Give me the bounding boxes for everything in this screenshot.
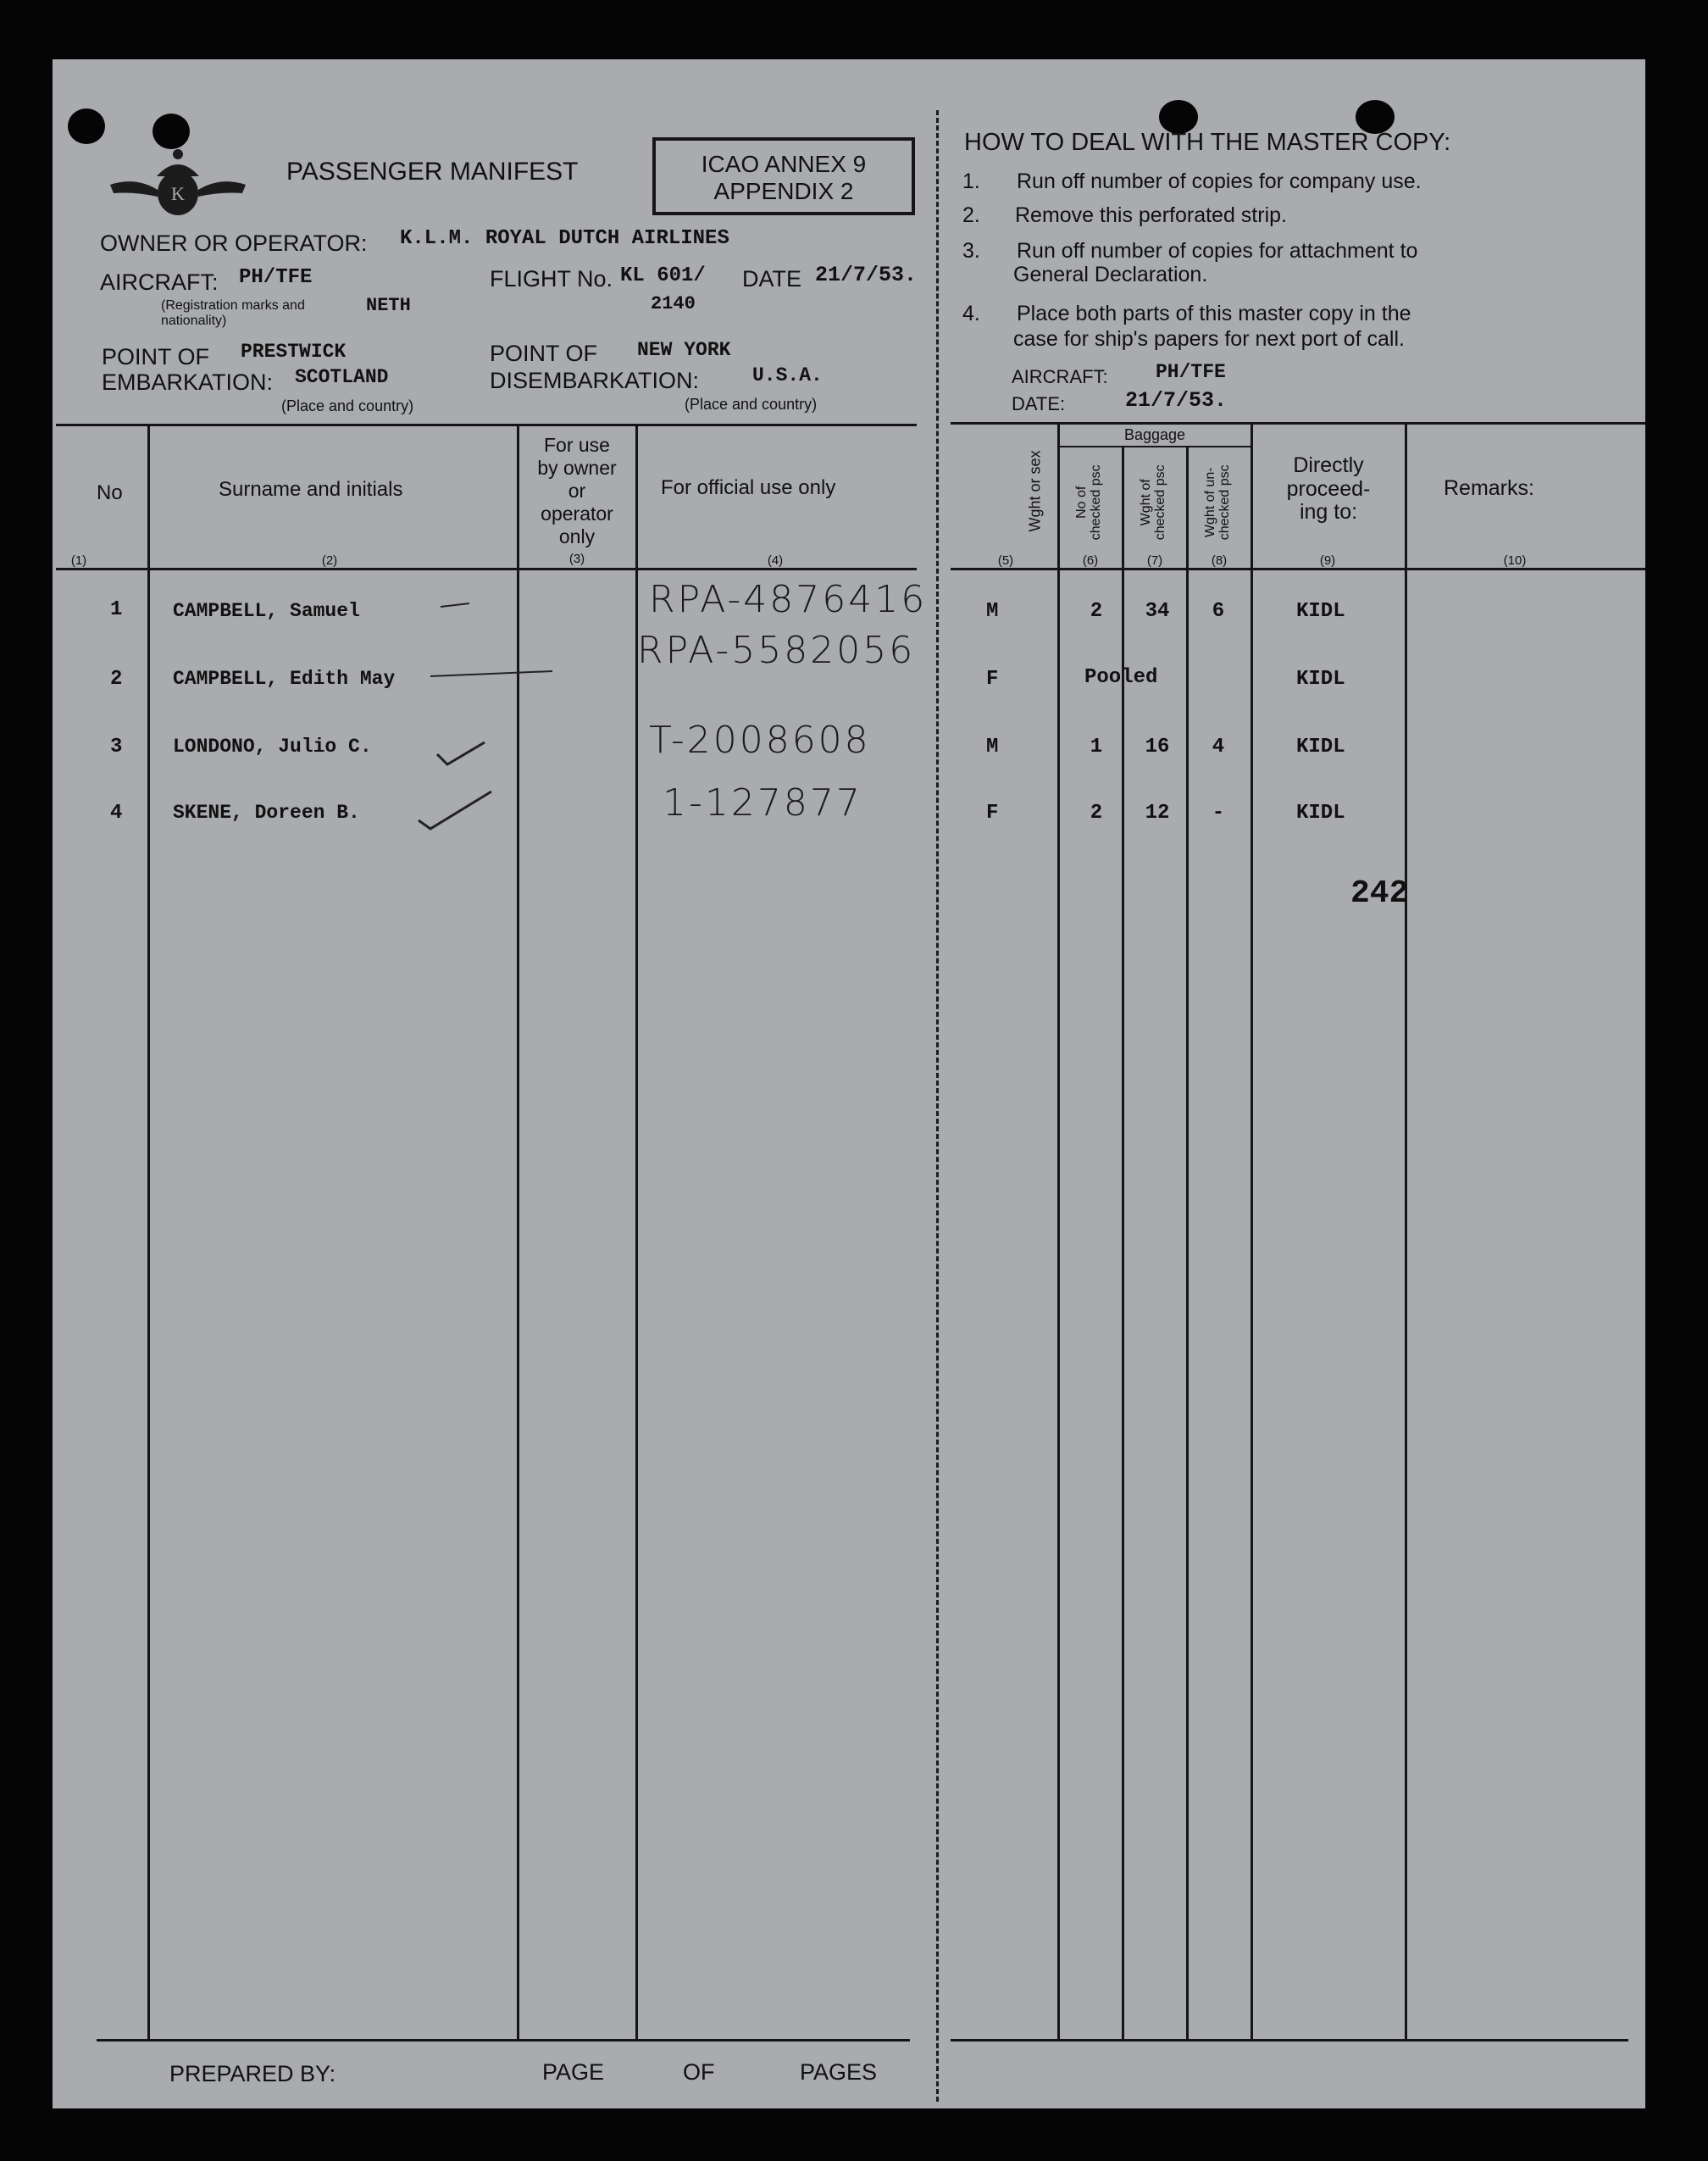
col-num: (2) — [321, 553, 338, 568]
row-name: CAMPBELL, Samuel — [173, 600, 360, 622]
instruction-num: 4. — [962, 302, 980, 325]
col-header-no: No — [97, 481, 123, 504]
row-official: 1-127877 — [663, 781, 862, 825]
col-header-owner-line: operator — [541, 502, 613, 525]
row-dest: KIDL — [1296, 736, 1345, 758]
col-header-surname: Surname and initials — [219, 478, 403, 501]
instruction-num: 2. — [962, 203, 980, 227]
embark-label-1: POINT OF — [102, 344, 210, 369]
instruction-text: Run off number of copies for company use. — [1017, 169, 1422, 193]
instruction-text: case for ship's papers for next port of call. — [1013, 327, 1405, 351]
row-wght: 12 — [1145, 802, 1170, 825]
row-wght: 34 — [1145, 600, 1170, 623]
icao-line-1: ICAO ANNEX 9 — [701, 151, 867, 177]
col-header-owner-line: only — [558, 525, 596, 547]
footer-pages: PAGES — [800, 2059, 878, 2085]
row-wght: Pooled — [1084, 666, 1158, 689]
row-sex: F — [986, 802, 999, 825]
instruction-num: 3. — [962, 239, 980, 263]
col-num: (10) — [1503, 553, 1527, 568]
col-header-wght-checked-l2: checked psc — [1153, 464, 1167, 541]
row-pcs: 1 — [1090, 736, 1103, 758]
footer-rule — [97, 2039, 910, 2042]
disembark-sub: (Place and country) — [685, 396, 818, 413]
row-no: 1 — [110, 598, 123, 621]
instruction-text: Run off number of copies for attachment to — [1017, 239, 1418, 263]
embark-value-2: SCOTLAND — [295, 366, 389, 388]
row-pcs: 2 — [1090, 802, 1103, 825]
row-unchecked: - — [1212, 802, 1225, 825]
flight-label: FLIGHT No. — [490, 266, 613, 292]
col-header-directly-l3: ing to: — [1299, 500, 1358, 524]
handwritten-marks — [53, 59, 1645, 907]
icao-line-2: APPENDIX 2 — [713, 178, 854, 204]
col-num: (6) — [1082, 553, 1099, 568]
right-aircraft-value: PH/TFE — [1156, 361, 1226, 383]
row-sex: M — [986, 736, 999, 758]
col-header-checked-pcs-l2: checked psc — [1089, 464, 1103, 541]
embark-sub: (Place and country) — [281, 397, 414, 414]
col-header-baggage: Baggage — [1123, 426, 1186, 443]
embark-value-1: PRESTWICK — [241, 341, 347, 363]
col-header-owner-line: or — [568, 479, 586, 502]
right-date-label: DATE: — [1012, 393, 1066, 414]
date-value: 21/7/53. — [815, 263, 918, 287]
row-name: LONDONO, Julio C. — [173, 736, 372, 758]
row-dest: KIDL — [1296, 600, 1345, 623]
flight-value-2: 2140 — [651, 293, 696, 314]
col-num: (7) — [1146, 553, 1163, 568]
manifest-sheet — [53, 59, 1645, 2108]
date-label: DATE — [742, 266, 802, 292]
col-num: (4) — [767, 553, 784, 568]
instruction-text: Place both parts of this master copy in the — [1017, 302, 1411, 325]
col-header-official: For official use only — [661, 476, 836, 499]
owner-label: OWNER OR OPERATOR: — [100, 231, 368, 256]
col-num: (5) — [997, 553, 1014, 568]
row-official: RPA-4876416 — [649, 578, 928, 621]
col-header-remarks: Remarks: — [1444, 476, 1534, 500]
col-header-wght-unchecked-l2: checked psc — [1217, 464, 1232, 541]
col-header-checked-pcs-l1: No of — [1074, 486, 1090, 519]
footer-page: PAGE — [542, 2059, 605, 2085]
row-dest: KIDL — [1296, 802, 1345, 825]
check-mark-icon — [437, 742, 485, 764]
col-num: (8) — [1211, 553, 1228, 568]
embark-label-2: EMBARKATION: — [102, 369, 274, 395]
total-value: 242 — [1350, 875, 1409, 912]
instruction-text: General Declaration. — [1013, 263, 1208, 286]
disembark-value-2: U.S.A. — [752, 364, 823, 386]
row-no: 4 — [110, 802, 123, 825]
col-header-directly-l1: Directly — [1293, 453, 1364, 477]
row-official: RPA-5582056 — [637, 629, 916, 672]
svg-text:K: K — [171, 183, 185, 204]
col-header-wght-sex: Wght or sex — [1026, 450, 1044, 532]
row-no: 3 — [110, 736, 123, 758]
aircraft-sub: (Registration marks and nationality) — [161, 298, 305, 329]
instruction-num: 1. — [962, 169, 980, 193]
row-official: T-2008608 — [649, 719, 871, 762]
flight-value: KL 601/ — [620, 264, 706, 287]
col-header-owner-line: For use — [544, 434, 610, 456]
footer-prepared: PREPARED BY: — [169, 2061, 336, 2086]
col-num: (1) — [70, 553, 87, 568]
footer-rule — [951, 2039, 1628, 2042]
aircraft-value: PH/TFE — [239, 266, 313, 289]
row-unchecked: 4 — [1212, 736, 1225, 758]
col-header-owner-line: by owner — [537, 456, 617, 479]
row-sex: M — [986, 600, 999, 623]
row-sex: F — [986, 668, 999, 691]
col-header-wght-checked-l1: Wght of — [1139, 479, 1154, 526]
col-header-directly-l2: proceed- — [1286, 476, 1371, 501]
manifest-title: PASSENGER MANIFEST — [286, 158, 579, 186]
row-dest: KIDL — [1296, 668, 1345, 691]
col-num: (3) — [568, 552, 585, 566]
owner-value: K.L.M. ROYAL DUTCH AIRLINES — [400, 227, 729, 250]
col-header-wght-unchecked-l1: Wght of un- — [1203, 467, 1218, 538]
aircraft-nationality: NETH — [366, 295, 411, 316]
aircraft-label: AIRCRAFT: — [100, 269, 219, 295]
row-wght: 16 — [1145, 736, 1170, 758]
row-unchecked: 6 — [1212, 600, 1225, 623]
disembark-value-1: NEW YORK — [637, 339, 731, 361]
row-name: SKENE, Doreen B. — [173, 802, 360, 824]
row-no: 2 — [110, 668, 123, 691]
check-mark-icon — [419, 792, 491, 829]
disembark-label-1: POINT OF — [490, 341, 598, 366]
instructions-title: HOW TO DEAL WITH THE MASTER COPY: — [964, 129, 1451, 156]
right-date-value: 21/7/53. — [1125, 388, 1228, 413]
row-pcs: 2 — [1090, 600, 1103, 623]
col-num: (9) — [1319, 553, 1336, 568]
disembark-label-2: DISEMBARKATION: — [490, 368, 700, 393]
right-aircraft-label: AIRCRAFT: — [1012, 366, 1108, 387]
instruction-text: Remove this perforated strip. — [1015, 203, 1287, 227]
row-name: CAMPBELL, Edith May — [173, 668, 396, 690]
footer-of: OF — [683, 2059, 715, 2085]
